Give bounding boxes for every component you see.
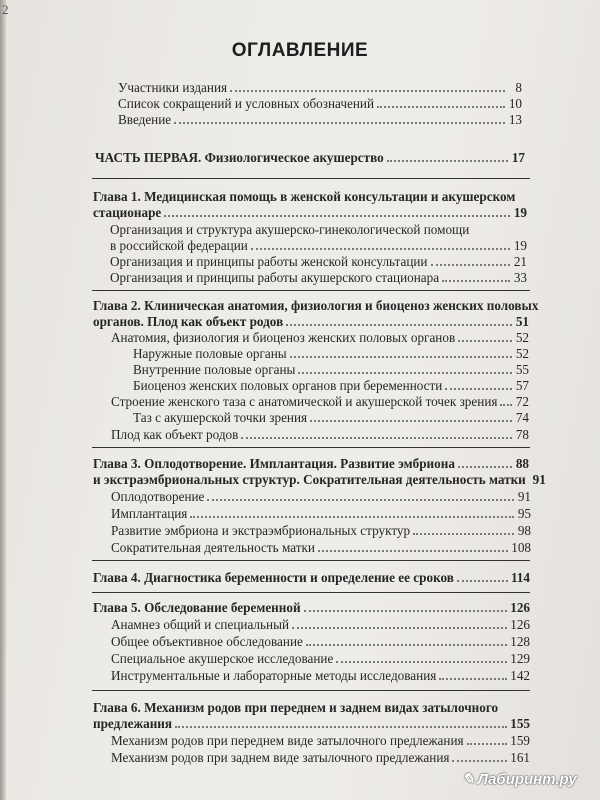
toc-entry-special-examination: Специальное акушерское исследование 129	[111, 651, 530, 666]
toc-chapter-1-title-cont: стационаре 19	[93, 205, 527, 220]
divider	[92, 690, 530, 691]
toc-entry-contributors: Участники издания 8	[118, 80, 522, 95]
toc-entry-fetus: Плод как объект родов 78	[111, 427, 529, 442]
toc-entry-uterine-contractility: Сократительная деятельность матки 108	[111, 540, 531, 555]
margin-page-number: 2	[2, 2, 9, 17]
toc-entry-anterior-occiput: Механизм родов при переднем виде затылочного предлежания 159	[111, 733, 530, 748]
toc-entry-obstetric-hospital: Организация и принципы работы акушерского стационара 33	[110, 270, 527, 285]
toc-entry-internal-organs: Внутренние половые органы 55	[133, 362, 529, 377]
divider	[92, 447, 530, 448]
toc-entry-instrumental-methods: Инструментальные и лабораторные методы исследования 142	[111, 668, 530, 683]
toc-part-one: ЧАСТЬ ПЕРВАЯ. Физиологическое акушерство 17	[95, 150, 525, 165]
divider	[92, 592, 530, 593]
toc-entry-pelvis-structure: Строение женского таза с анатомической и акушерской точек зрения 72	[111, 394, 529, 409]
toc-entry-anatomy: Анатомия, физиология и биоценоз женских половых органов 52	[111, 330, 529, 345]
toc-entry-pelvis-obstetric: Таз с акушерской точки зрения 74	[133, 410, 529, 425]
divider	[92, 290, 530, 291]
toc-chapter-3-title: Глава 3. Оплодотворение. Имплантация. Развитие эмбриона 88	[93, 456, 529, 471]
toc-entry-introduction: Введение 13	[118, 112, 522, 127]
divider	[92, 178, 530, 179]
page-title: ОГЛАВЛЕНИЕ	[231, 40, 369, 61]
watermark-logo	[462, 770, 577, 788]
watermark-text: Лабиринт.ру	[477, 770, 577, 788]
toc-entry-abbreviations: Список сокращений и условных обозначений 10	[118, 96, 522, 111]
toc-chapter-6-title-cont: предлежания 155	[93, 716, 530, 731]
toc-chapter-6-title: Глава 6. Механизм родов при переднем и заднем видах затылочного	[93, 700, 499, 715]
toc-entry-posterior-occiput: Механизм родов при заднем виде затылочного предлежания 161	[111, 750, 530, 765]
toc-chapter-4-title: Глава 4. Диагностика беременности и определение ее сроков 114	[93, 570, 530, 585]
page-edge	[0, 0, 6, 800]
toc-chapter-1-title: Глава 1. Медицинская помощь в женской консультации и акушерском	[93, 189, 516, 204]
toc-entry-structure-cont: в российской федерации 19	[110, 238, 527, 253]
toc-entry-anamnesis: Анамнез общий и специальный 126	[111, 617, 530, 632]
divider	[92, 560, 530, 561]
toc-chapter-3-title-cont: и экстраэмбриональных структур. Сократительная деятельность матки 91	[93, 472, 546, 487]
toc-entry-implantation: Имплантация 95	[111, 506, 531, 521]
toc-entry-biocenosis: Биоценоз женских половых органов при беременности 57	[133, 378, 529, 393]
toc-entry-structure: Организация и структура акушерско-гинекологической помощи	[110, 222, 470, 237]
toc-entry-embryo-development: Развитие эмбриона и экстраэмбриональных структур 98	[111, 523, 531, 538]
toc-chapter-5-title: Глава 5. Обследование беременной 126	[93, 600, 530, 615]
toc-entry-fertilization: Оплодотворение 91	[111, 489, 531, 504]
labyrinth-logo-icon: ✎	[462, 771, 475, 788]
toc-entry-external-organs: Наружные половые органы 52	[133, 346, 529, 361]
toc-chapter-2-title-cont: органов. Плод как объект родов 51	[93, 314, 529, 329]
toc-entry-general-examination: Общее объективное обследование 128	[111, 634, 530, 649]
toc-entry-womens-consultation: Организация и принципы работы женской консультации 21	[110, 254, 527, 269]
toc-chapter-2-title: Глава 2. Клиническая анатомия, физиология и биоценоз женских половых	[93, 298, 539, 313]
